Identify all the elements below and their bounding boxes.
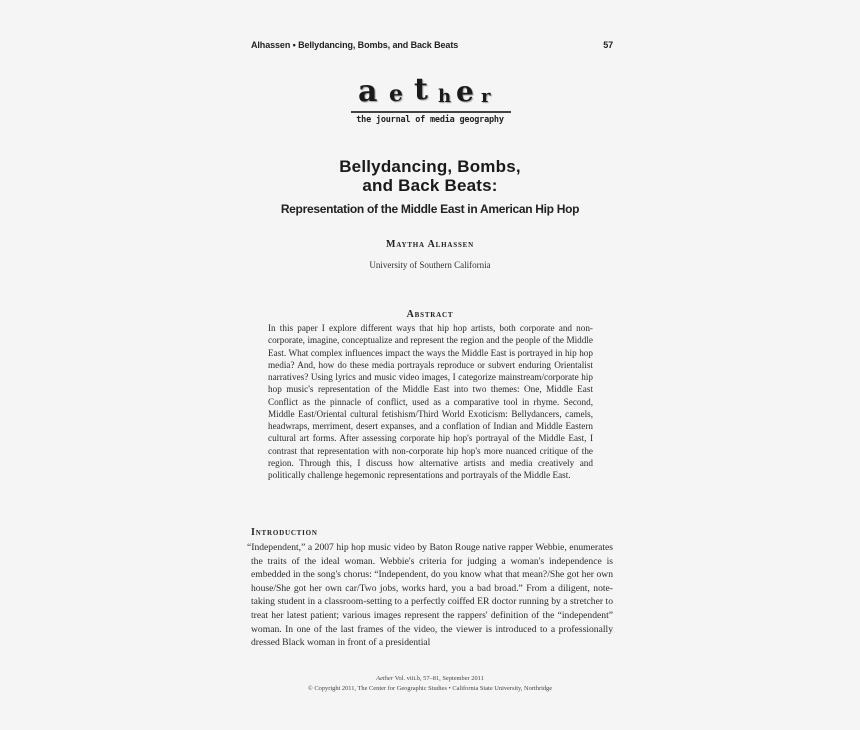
logo-letter-r: r [481,86,491,107]
introduction-paragraph: “Independent,” a 2007 hip hop music video by Baton Rouge native rapper Webbie, enumerates the traits of the ideal woman. Webbie's criteria for judging a woman's independence is embedded in the song's chorus: “Independent, do you know what that mean?/She got her own house/She got her own car/Two jobs, works hard, you a bad broad.” From a diligent, note-taking student in a classroom-setting to a perfectly coiffed ER doctor running by a stretcher to treat her latest patient; various images represent the rappers' definition of the “independent” woman. In one of the last frames of the video, the viewer is introduced to a professionally dressed Black woman in front of a presidential [247,542,613,649]
footer-journal-name: Aether [376,675,394,682]
article-title [230,157,630,195]
abstract-text: In this paper I explore different ways that hip hop artists, both corporate and non-corporate, imagine, conceptualize and represent the region and the people of the Middle East. What complex influences impact the ways the Middle East is portrayed in hip hop media? And, how do these media portrayals reproduce or subvert enduring Orientalist narratives? Using lyrics and music video images, I categorize mainstream/corporate hip hop music's representation of the Middle East into two themes: One, Middle East Conflict as the pinnacle of conflict, used as a comparative tool in rhyme. Second, Middle East/Oriental cultural fetishism/Third World Exoticism: Bellydancers, camels, headwraps, merriment, desert expanses, and a conflation of Indian and Middle Eastern cultural art forms. After assessing corporate hip hop's portrayal of the Middle East, I contrast that representation with non-corporate hip hop's more nuanced critique of the region. Through this, I discuss how alternative artists and media creatively and politically challenge hegemonic representations and portrayals of the Middle East. [268,323,593,480]
journal-tagline: the journal of media geography [356,115,504,125]
article-title-line1: Bellydancing, Bombs, [339,157,521,176]
page-footer [230,674,630,694]
logo-letter-e2: e [456,75,474,108]
logo-letter-e: e [389,81,403,107]
journal-logo [340,72,520,132]
logo-letter-t: t [414,72,428,107]
article-subtitle: Representation of the Middle East in American Hip Hop [280,202,580,216]
running-head [251,40,613,50]
article-title-line2: and Back Beats: [362,176,498,195]
journal-logo-wordmark [340,72,520,108]
author-name: Maytha Alhassen [386,239,474,250]
introduction-body [247,541,613,650]
page-number: 57 [603,40,613,50]
footer-citation [230,674,630,684]
logo-divider [351,111,511,113]
footer-copyright: © Copyright 2011, The Center for Geographic Studies • California State University, Northridge [307,685,553,692]
footer-volume-info: Vol. viii.b, 57–81, September 2011 [393,675,484,682]
running-head-title: Alhassen • Bellydancing, Bombs, and Back Beats [251,40,459,50]
author-affiliation: University of Southern California [369,260,491,270]
introduction-heading: Introduction [251,527,318,538]
abstract-heading: Abstract [406,309,454,320]
logo-letter-a: a [358,74,378,109]
logo-letter-h: h [438,86,452,107]
